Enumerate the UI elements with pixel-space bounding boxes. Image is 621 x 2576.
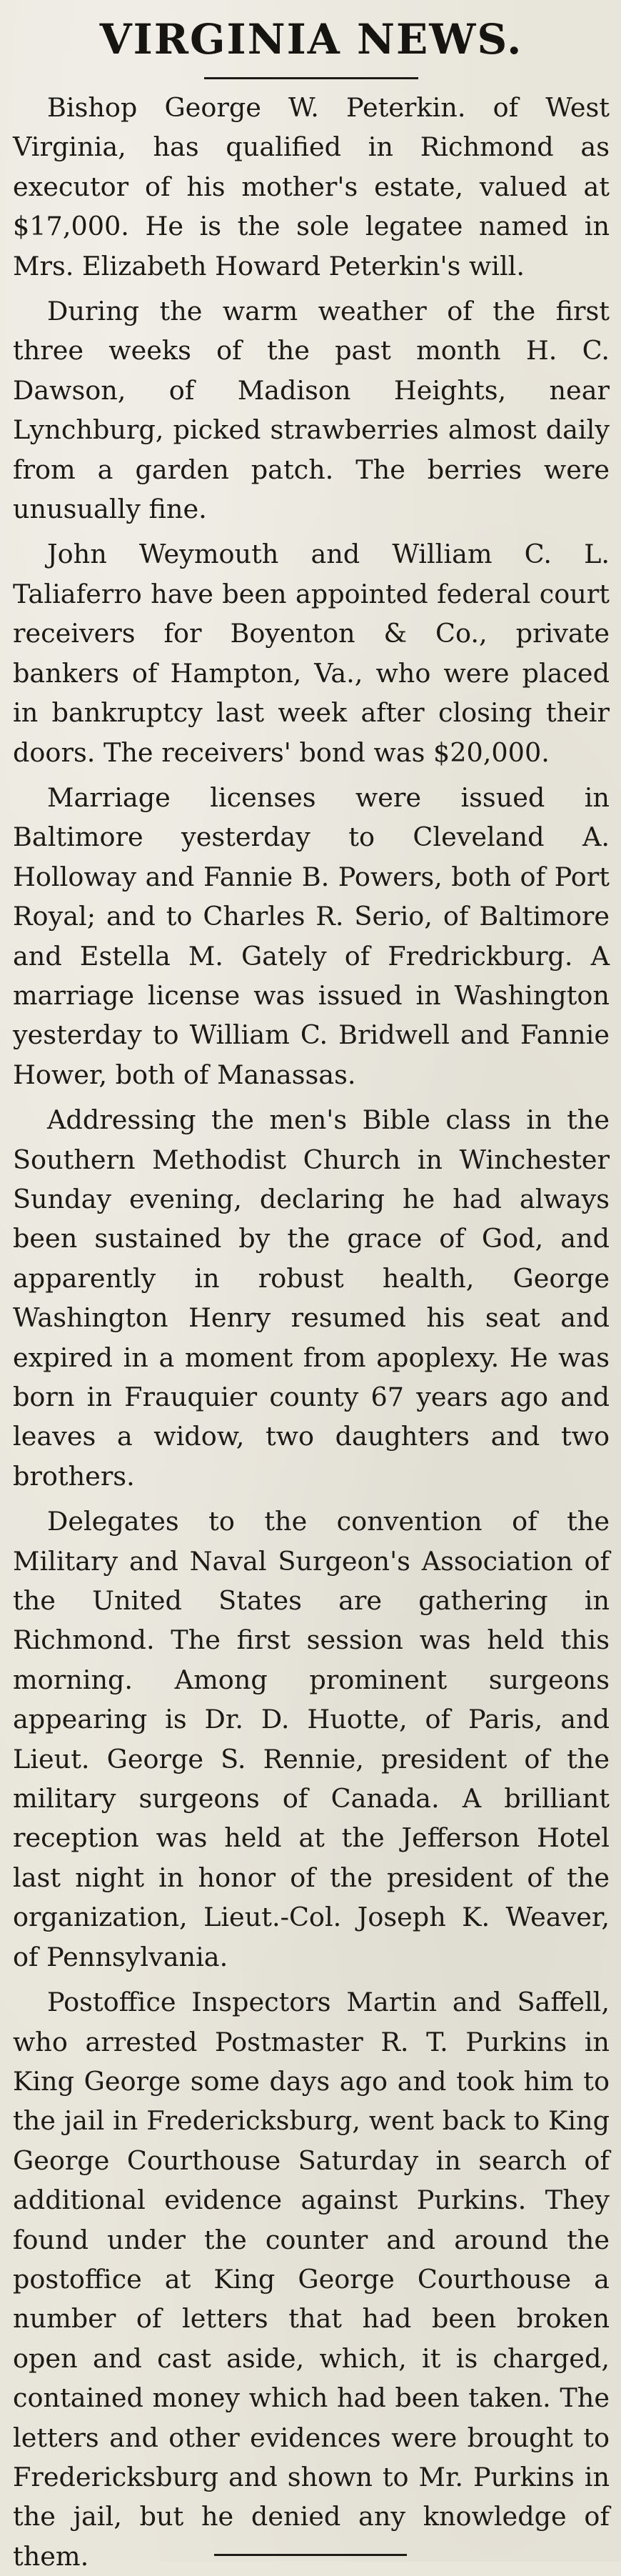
news-item-marriage-licenses: Marriage licenses were issued in Baltimore yesterday to Cleveland A. Holloway and Fannie B. Powers, both of Port Royal; and to Charles R. Serio, of Baltimore and Estella M. Gately of Fredrickburg. A marriage license was issued in Washington yesterday to William C. Bridwell and Fannie Hower, both of Manassas. [13,782,610,1090]
news-item-bible-class-death: Addressing the men's Bible class in the Southern Methodist Church in Winchester Sunday evening, declaring he had always been sustained by the grace of God, and apparently in robust health, George Washington Henry resumed his seat and expired in a moment from apoplexy. He was born in Frauquier county 67 years ago and leaves a widow, two daughters and two brothers. [13,1104,610,1492]
headline-rule [204,77,418,79]
news-item-federal-receivers: John Weymouth and William C. L. Taliaferro have been appointed federal court receivers for Boyenton & Co., private bankers of Hampton, Va., who were placed in bankruptcy last week after closing their doors. The receivers' bond was $20,000. [13,539,610,768]
news-item-strawberries: During the warm weather of the first three weeks of the past month H. C. Dawson, of Madison Heights, near Lynchburg, picked strawberries almost daily from a garden patch. The berries were unusually fine. [13,296,610,525]
news-item-postmaster-arrest: Postoffice Inspectors Martin and Saffell, who arrested Postmaster R. T. Purkins in King George some days ago and took him to the jail in Fredericksburg, went back to King George Courthouse Saturday in search of additional evidence against Purkins. They found under the counter and around the postoffice at King George Courthouse a number of letters that had been broken open and cast aside, which, it is charged, contained money which had been taken. The letters and other evidences were brought to Fredericksburg and shown to Mr. Purkins in the jail, but he denied any knowledge of them. [13,1987,610,2572]
headline: VIRGINIA NEWS. [99,15,523,64]
news-item-surgeons-convention: Delegates to the convention of the Military and Naval Surgeon's Association of the United States are gathering in Richmond. The first session was held this morning. Among prominent surgeons appearing is Dr. D. Huotte, of Paris, and Lieut. George S. Rennie, president of the military surgeons of Canada. A brilliant reception was held at the Jefferson Hotel last night in honor of the president of the organization, Lieut.-Col. Joseph K. Weaver, of Pennsylvania. [13,1506,610,1972]
news-item-peterkin-estate: Bishop George W. Peterkin. of West Virginia, has qualified in Richmond as executor of his mother's estate, valued at $17,000. He is the sole legatee named in Mrs. Elizabeth Howard Peterkin's will. [13,92,610,281]
end-rule [214,2554,407,2556]
